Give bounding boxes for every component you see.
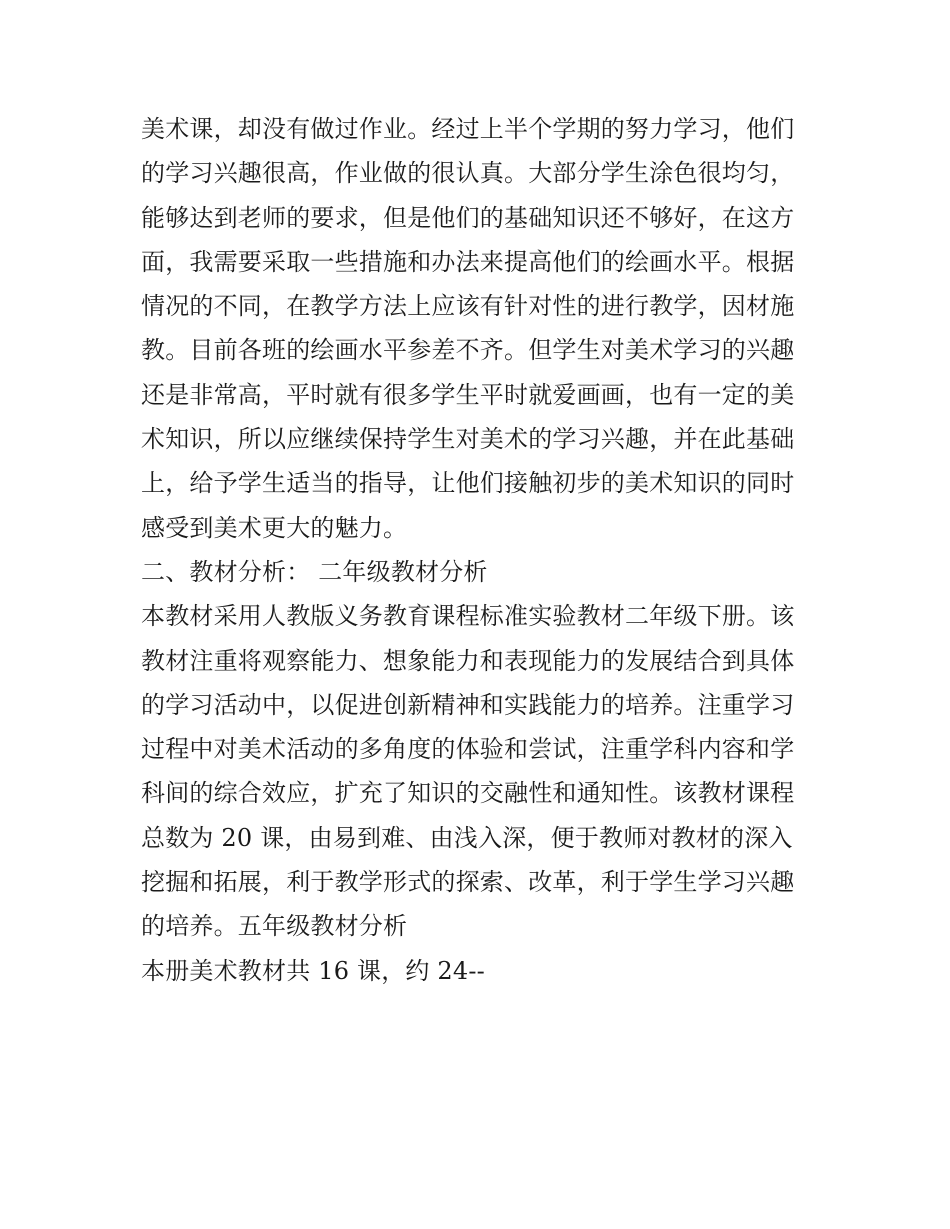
text-line: 总数为 20 课，由易到难、由浅入深，便于教师对教材的深入 xyxy=(141,823,793,852)
text-line: 美术课，却没有做过作业。经过上半个学期的努力学习，他们 xyxy=(141,115,795,143)
text-line: 能够达到老师的要求，但是他们的基础知识还不够好，在这方 xyxy=(141,203,795,232)
text-line: 面，我需要采取一些措施和办法来提高他们的绘画水平。根据 xyxy=(141,247,795,276)
text-line: 本册美术教材共 16 课，约 24-- xyxy=(141,956,485,985)
text-line: 的学习兴趣很高，作业做的很认真。大部分学生涂色很均匀， xyxy=(141,159,795,188)
text-line: 教。目前各班的绘画水平参差不齐。但学生对美术学习的兴趣 xyxy=(141,336,795,365)
text-line: 的培养。五年级教材分析 xyxy=(141,912,408,941)
text-line: 的学习活动中，以促进创新精神和实践能力的培养。注重学习 xyxy=(141,690,795,719)
text-line: 教材注重将观察能力、想象能力和表现能力的发展结合到具体 xyxy=(141,646,795,675)
text-line: 术知识，所以应继续保持学生对美术的学习兴趣，并在此基础 xyxy=(141,425,795,454)
text-line: 挖掘和拓展，利于教学形式的探索、改革，利于学生学习兴趣 xyxy=(141,868,795,897)
text-line: 过程中对美术活动的多角度的体验和尝试，注重学科内容和学 xyxy=(141,735,795,764)
text-line: 感受到美术更大的魅力。 xyxy=(141,513,408,542)
text-line: 情况的不同，在教学方法上应该有针对性的进行教学，因材施 xyxy=(141,292,795,321)
section-heading: 二、教材分析： 二年级教材分析 xyxy=(141,557,488,586)
text-line: 还是非常高，平时就有很多学生平时就爱画画，也有一定的美 xyxy=(141,380,795,409)
text-line: 本教材采用人教版义务教育课程标准实验教材二年级下册。该 xyxy=(141,602,795,631)
text-line: 上，给予学生适当的指导，让他们接触初步的美术知识的同时 xyxy=(141,469,795,498)
body-text xyxy=(141,107,821,993)
text-line: 科间的综合效应，扩充了知识的交融性和通知性。该教材课程 xyxy=(141,779,795,808)
